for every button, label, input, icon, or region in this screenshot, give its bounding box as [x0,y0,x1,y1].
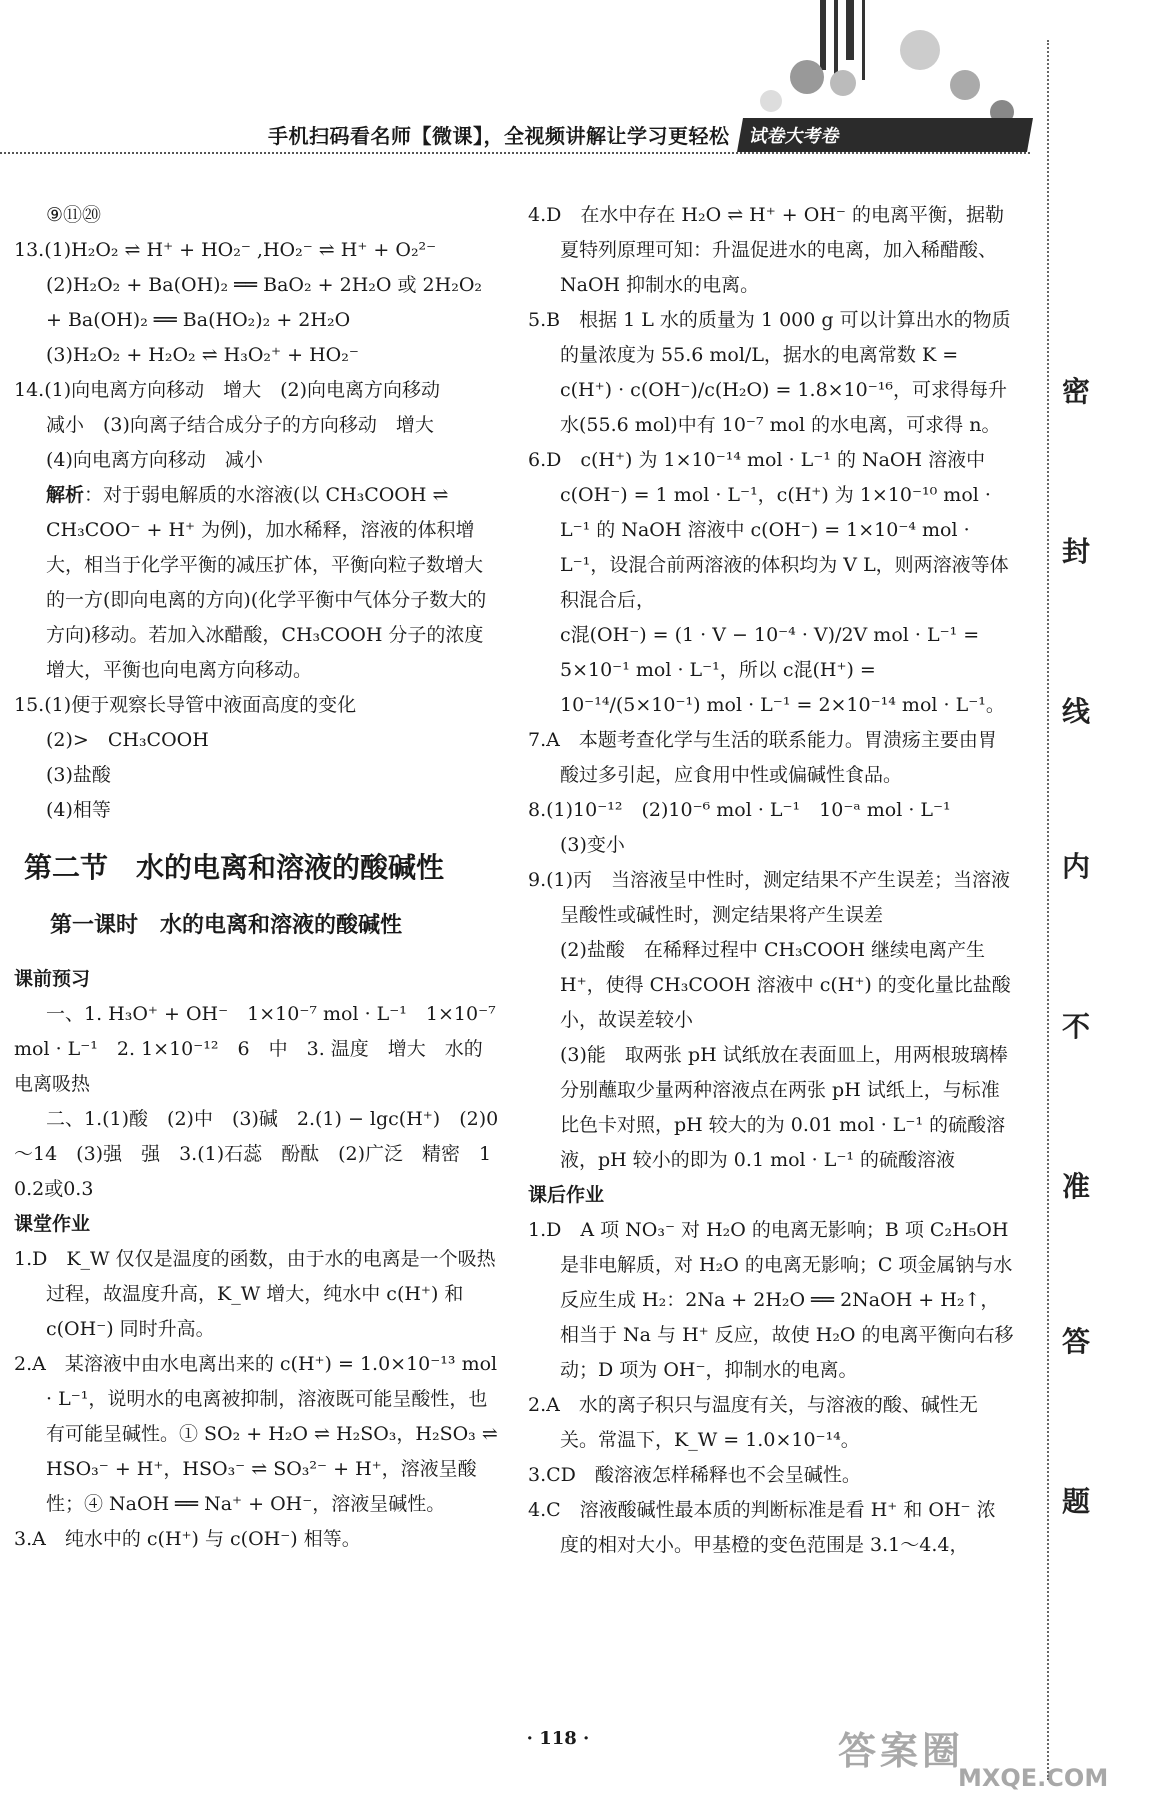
class-answer-9-3: (3)能 取两张 pH 试纸放在表面皿上，用两根玻璃棒分别蘸取少量两种溶液点在两张 pH 试纸上，与标准比色卡对照，pH 较大的为 0.01 mol · L⁻¹ 的硫酸溶液，pH 较小的即为 0.1 mol · L⁻¹ 的硫酸溶液 [560,1044,1008,1171]
seal-char: 密 [1062,375,1091,408]
decorative-bar [862,0,865,80]
answer-line: ⑨⑪⑳ [46,204,102,226]
header-slogan: 手机扫码看名师【微课】，全视频讲解让学习更轻松 [268,124,730,148]
class-answer-7: 7.A 本题考查化学与生活的联系能力。胃溃疡主要由胃酸过多引起，应食用中性或偏碱性食品。 [528,729,997,786]
watermark-url: MXQE.COM [958,1764,1109,1792]
answer-q14-a: 14.(1)向电离方向移动 增大 (2)向电离方向移动 [14,379,441,401]
answer-q13-3: (3)H₂O₂ + H₂O₂ ⇌ H₃O₂⁺ + HO₂⁻ [46,344,359,366]
explanation-label: 解析 [46,484,85,506]
decorative-dot [950,70,980,100]
seal-char: 答 [1062,1325,1091,1358]
seal-char: 线 [1062,695,1091,728]
class-answer-8b: (3)变小 [560,834,625,856]
class-answer-5: 5.B 根据 1 L 水的质量为 1 000 g 可以计算出水的物质的量浓度为 55.6 mol/L，据水的电离常数 K = c(H⁺) · c(OH⁻)/c(H₂O) = 1.8×10⁻¹⁶，可求得每升水(55.6 mol)中有 10⁻⁷ mol 的水电离，可求得 n。 [528,309,1011,436]
preview-answer-2: 二、1.(1)酸 (2)中 (3)碱 2.(1) − lgc(H⁺) (2)0～14 (3)强 强 3.(1)石蕊 酚酞 (2)广泛 精密 1 0.2或0.3 [14,1108,511,1200]
seal-char: 题 [1062,1485,1091,1518]
class-answer-6b: c混(OH⁻) = (1 · V − 10⁻⁴ · V)/2V mol · L⁻¹ = 5×10⁻¹ mol · L⁻¹，所以 c混(H⁺) = 10⁻¹⁴/(5×10⁻¹) mol · L⁻¹ = 2×10⁻¹⁴ mol · L⁻¹。 [560,624,1005,716]
class-answer-9-1: 9.(1)丙 当溶液呈中性时，测定结果不产生误差；当溶液呈酸性或碱性时，测定结果将产生误差 [528,869,1011,926]
after-answer-3: 3.CD 酸溶液怎样稀释也不会呈碱性。 [528,1464,861,1486]
block-label-after: 课后作业 [528,1184,605,1206]
decorative-bar [846,0,854,60]
decorative-bar [820,0,826,70]
decorative-dot [760,90,782,112]
answer-q14-b: 减小 (3)向离子结合成分子的方向移动 增大 [46,414,434,436]
class-answer-2: 2.A 某溶液中由水电离出来的 c(H⁺) = 1.0×10⁻¹³ mol · L⁻¹，说明水的电离被抑制，溶液既可能呈酸性，也有可能呈碱性。① SO₂ + H₂O ⇌ H₂SO₃，H₂SO₃ ⇌ HSO₃⁻ + H⁺，HSO₃⁻ ⇌ SO₃²⁻ + H⁺，溶液呈酸性；④ NaOH ══ Na⁺ + OH⁻，溶液呈碱性。 [14,1353,498,1515]
page-number: · 118 · [526,1728,590,1749]
class-answer-8a: 8.(1)10⁻¹² (2)10⁻⁶ mol · L⁻¹ 10⁻ᵃ mol · L⁻¹ [528,799,951,821]
class-answer-3: 3.A 纯水中的 c(H⁺) 与 c(OH⁻) 相等。 [14,1528,361,1550]
answer-q15-4: (4)相等 [46,799,111,821]
answer-q14-explanation [14,478,500,688]
class-answer-1: 1.D K_W 仅仅是温度的函数，由于水的电离是一个吸热过程，故温度升高，K_W 增大，纯水中 c(H⁺) 和 c(OH⁻) 同时升高。 [14,1248,496,1340]
seal-char: 内 [1062,850,1091,883]
block-label-preview: 课前预习 [14,968,91,990]
after-answer-2: 2.A 水的离子积只与温度有关，与溶液的酸、碱性无关。常温下，K_W = 1.0×10⁻¹⁴。 [528,1394,978,1451]
decorative-dot [830,70,856,96]
preview-answer-1: 一、1. H₃O⁺ + OH⁻ 1×10⁻⁷ mol · L⁻¹ 1×10⁻⁷ mol · L⁻¹ 2. 1×10⁻¹² 6 中 3. 温度 增大 水的电离吸热 [14,1003,496,1095]
after-answer-4: 4.C 溶液酸碱性最本质的判断标准是看 H⁺ 和 OH⁻ 浓度的相对大小。甲基橙的变色范围是 3.1～4.4， [528,1499,996,1556]
lesson-title: 第一课时 水的电离和溶液的酸碱性 [50,913,403,938]
block-label-class: 课堂作业 [14,1213,91,1235]
explanation-text: ：对于弱电解质的水溶液(以 CH₃COOH ⇌ CH₃COO⁻ + H⁺ 为例)，加水稀释，溶液的体积增大，相当于化学平衡的减压扩体，平衡向粒子数增大的一方(即向电离的方向)(化学平衡中气体分子数大的方向)移动。若加入冰醋酸，CH₃COOH 分子的浓度增大，平衡也向电离方向移动。 [46,484,487,681]
header-badge: 试卷大考卷 [737,118,1033,152]
answer-q15-2: (2)> CH₃COOH [46,729,209,751]
class-answer-4: 4.D 在水中存在 H₂O ⇌ H⁺ + OH⁻ 的电离平衡，据勒夏特列原理可知：升温促进水的电离，加入稀醋酸、NaOH 抑制水的电离。 [528,204,1004,296]
seal-char: 准 [1062,1170,1091,1203]
answer-q15-3: (3)盐酸 [46,764,111,786]
left-column [14,198,511,1557]
answer-q13-1: 13.(1)H₂O₂ ⇌ H⁺ + HO₂⁻ ,HO₂⁻ ⇌ H⁺ + O₂²⁻ [14,239,437,261]
seal-char: 不 [1062,1010,1091,1043]
answer-q13-2a: (2)H₂O₂ + Ba(OH)₂ ══ BaO₂ + 2H₂O 或 2H₂O₂ [46,274,483,296]
seal-line [1047,40,1049,1780]
decorative-dot [790,60,824,94]
after-answer-1: 1.D A 项 NO₃⁻ 对 H₂O 的电离无影响；B 项 C₂H₅OH 是非电解质，对 H₂O 的电离无影响；C 项金属钠与水反应生成 H₂：2Na + 2H₂O ══ 2NaOH + H₂↑，相当于 Na 与 H⁺ 反应，故使 H₂O 的电离平衡向右移动；D 项为 OH⁻，抑制水的电离。 [528,1219,1014,1381]
seal-char: 封 [1062,535,1091,568]
class-answer-9-2: (2)盐酸 在稀释过程中 CH₃COOH 继续电离产生 H⁺，使得 CH₃COOH 溶液中 c(H⁺) 的变化量比盐酸小，故误差较小 [560,939,1011,1031]
watermark-logo [838,1720,1148,1792]
header-divider [0,152,1030,154]
answer-q13-2b: + Ba(OH)₂ ══ Ba(HO₂)₂ + 2H₂O [46,309,351,331]
header-decoration [0,0,1050,160]
decorative-dot [900,30,940,70]
class-answer-6a: 6.D c(H⁺) 为 1×10⁻¹⁴ mol · L⁻¹ 的 NaOH 溶液中 c(OH⁻) = 1 mol · L⁻¹，c(H⁺) 为 1×10⁻¹⁰ mol · L⁻¹ 的 NaOH 溶液中 c(OH⁻) = 1×10⁻⁴ mol · L⁻¹，设混合前两溶液的体积均为 V L，则两溶液等体积混合后， [528,449,1009,611]
answer-q15-1: 15.(1)便于观察长导管中液面高度的变化 [14,694,357,716]
watermark-title: 答案圈 [838,1729,965,1773]
right-column [528,198,1014,1563]
section-title: 第二节 水的电离和溶液的酸碱性 [24,851,445,884]
answer-q14-c: (4)向电离方向移动 减小 [46,449,263,471]
